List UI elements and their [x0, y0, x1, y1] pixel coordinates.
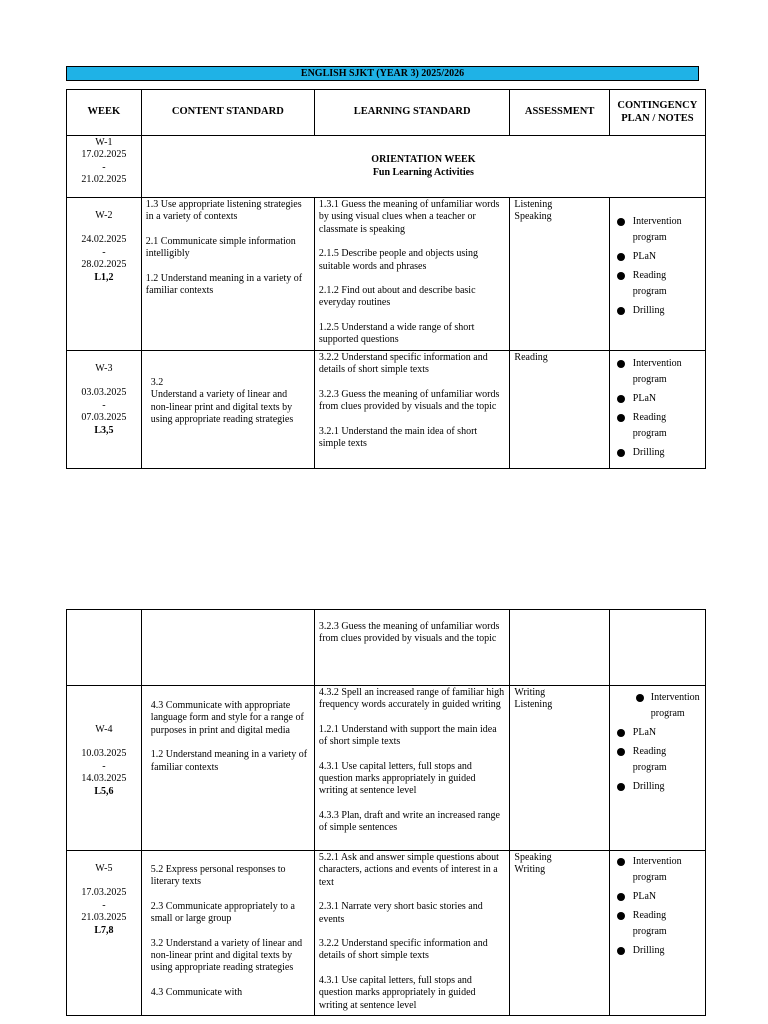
learning-standard: 1.2.1 Understand with support the main idea of short simple texts — [318, 723, 497, 748]
week-cell — [67, 136, 142, 198]
learning-standard: 2.3.1 Narrate very short basic stories and events — [318, 901, 483, 925]
bullet-icon — [617, 893, 625, 901]
bullet-icon — [617, 947, 625, 955]
week-start-date: 10.03.2025 — [81, 748, 127, 760]
content-standard: 2.1 Communicate simple information intelligibly — [145, 235, 296, 260]
lesson-numbers: L3,5 — [94, 424, 114, 436]
contingency-cell — [609, 851, 705, 1016]
week-cell — [67, 851, 142, 1016]
week-end-date: 21.03.2025 — [81, 912, 127, 924]
bullet-icon — [617, 395, 625, 403]
assessment-cell — [510, 851, 609, 1016]
list-item: Reading program — [614, 268, 701, 300]
learning-standard-cell — [314, 686, 510, 851]
list-item: Intervention program — [614, 356, 701, 388]
table-row — [67, 351, 706, 469]
bullet-icon — [617, 360, 625, 368]
list-item: Intervention program — [614, 690, 701, 722]
content-standard: 1.2 Understand meaning in a variety of familiar contexts — [145, 272, 303, 297]
list-item: Drilling — [614, 943, 701, 959]
lesson-numbers: L5,6 — [94, 785, 114, 797]
bullet-icon — [617, 307, 625, 315]
learning-standard: 3.2.2 Understand specific information and details of short simple texts — [318, 938, 488, 962]
week-cell — [67, 198, 142, 351]
week-start-date: 24.02.2025 — [81, 234, 127, 246]
contingency-list — [614, 214, 701, 319]
learning-standard: 2.1.5 Describe people and objects using suitable words and phrases — [318, 248, 479, 272]
content-standard: 1.2 Understand meaning in a variety of familiar contexts — [150, 749, 308, 773]
contingency-list — [614, 854, 701, 959]
bullet-icon — [617, 414, 625, 422]
list-item: PLaN — [614, 249, 701, 265]
contingency-cell — [609, 351, 705, 469]
list-item: PLaN — [614, 725, 701, 741]
week-start-date: 17.03.2025 — [81, 887, 127, 899]
learning-standard: 5.2.1 Ask and answer simple questions about characters, actions and events of interest in a text — [318, 852, 499, 888]
contingency-cell — [609, 686, 705, 851]
content-standard: 3.2 Understand a variety of linear and non-linear print and digital texts by using appropriate reading strategies — [150, 937, 303, 974]
content-standard: 1.3 Use appropriate listening strategies in a variety of contexts — [145, 199, 302, 223]
learning-standard: 4.3.1 Use capital letters, full stops and question marks appropriately in guided writing at sentence level — [318, 760, 476, 797]
bullet-icon — [617, 783, 625, 791]
lesson-numbers: L7,8 — [94, 924, 114, 936]
learning-standard: 3.2.3 Guess the meaning of unfamiliar words from clues provided by visuals and the topic — [318, 388, 500, 413]
week-number: W-4 — [95, 724, 113, 735]
week-end-date: 21.02.2025 — [81, 174, 127, 186]
list-item: PLaN — [614, 391, 701, 407]
week-start-date: 03.03.2025 — [81, 387, 127, 399]
lesson-plan-table-2 — [66, 609, 706, 1016]
lesson-plan-table-1 — [66, 89, 706, 469]
assessment-item: Writing — [514, 864, 546, 876]
assessment-item: Listening — [514, 699, 553, 711]
contingency-list — [614, 690, 701, 795]
header-contingency: CONTINGENCY PLAN / NOTES — [609, 90, 705, 136]
content-standard-cell — [141, 610, 314, 686]
list-item: Reading program — [614, 410, 701, 442]
date-dash: - — [102, 899, 106, 911]
list-item: Drilling — [614, 303, 701, 319]
week-number: W-5 — [95, 863, 113, 874]
header-assessment: ASSESSMENT — [510, 90, 609, 136]
document-title: ENGLISH SJKT (YEAR 3) 2025/2026 — [66, 66, 699, 81]
content-standard: 2.3 Communicate appropriately to a small or large group — [150, 900, 295, 925]
date-dash: - — [102, 760, 106, 772]
table-row — [67, 198, 706, 351]
week-number: W-3 — [95, 363, 113, 374]
assessment-item: Listening — [514, 199, 553, 210]
list-item: Reading program — [614, 744, 701, 776]
contingency-cell — [609, 198, 705, 351]
week-number: W-2 — [95, 210, 113, 221]
learning-standard-cell — [314, 610, 510, 686]
bullet-icon — [617, 272, 625, 280]
learning-standard: 4.3.2 Spell an increased range of familiar high frequency words accurately in guided writing — [318, 687, 505, 711]
content-standard-cell — [141, 686, 314, 851]
content-standard-cell — [141, 351, 314, 469]
learning-standard: 2.1.2 Find out about and describe basic everyday routines — [318, 285, 476, 309]
orientation-title: ORIENTATION WEEK — [371, 154, 476, 166]
learning-standard: 4.3.3 Plan, draft and write an increased range of simple sentences — [318, 809, 500, 834]
bullet-icon — [636, 694, 644, 702]
content-standard: 4.3 Communicate with appropriate language form and style for a range of purposes in print and digital media — [150, 700, 304, 736]
table-row — [67, 136, 706, 198]
assessment-item: Speaking — [514, 211, 552, 223]
list-item: PLaN — [614, 889, 701, 905]
assessment-item: Reading — [514, 352, 548, 363]
orientation-activity: Fun Learning Activities — [372, 166, 474, 178]
week-cell — [67, 351, 142, 469]
bullet-icon — [617, 218, 625, 226]
header-week: WEEK — [67, 90, 142, 136]
week-number: W-1 — [95, 137, 113, 148]
learning-standard: 3.2.2 Understand specific information and details of short simple texts — [318, 352, 488, 376]
content-standard: 4.3 Communicate with — [150, 986, 243, 998]
header-row — [67, 90, 706, 136]
list-item: Intervention program — [614, 854, 701, 886]
bullet-icon — [617, 449, 625, 457]
learning-standard-cell — [314, 198, 510, 351]
assessment-cell — [510, 610, 609, 686]
bullet-icon — [617, 729, 625, 737]
bullet-icon — [617, 858, 625, 866]
assessment-cell — [510, 198, 609, 351]
content-standard: Understand a variety of linear and non-linear print and digital texts by using appropriate reading strategies — [150, 389, 294, 426]
table-row — [67, 686, 706, 851]
week-end-date: 14.03.2025 — [81, 773, 127, 785]
learning-standard: 3.2.3 Guess the meaning of unfamiliar words from clues provided by visuals and the topic — [318, 621, 500, 645]
contingency-cell — [609, 610, 705, 686]
bullet-icon — [617, 912, 625, 920]
list-item: Reading program — [614, 908, 701, 940]
assessment-cell — [510, 686, 609, 851]
contingency-list — [614, 356, 701, 461]
orientation-cell — [141, 136, 705, 198]
assessment-item: Speaking — [514, 852, 552, 863]
week-cell — [67, 610, 142, 686]
week-end-date: 07.03.2025 — [81, 412, 127, 424]
learning-standard: 1.3.1 Guess the meaning of unfamiliar words by using visual clues when a teacher or classmate is speaking — [318, 199, 500, 235]
learning-standard: 4.3.1 Use capital letters, full stops and question marks appropriately in guided writing at sentence level — [318, 974, 476, 1011]
content-standard-cell — [141, 198, 314, 351]
header-content-standard: CONTENT STANDARD — [141, 90, 314, 136]
lesson-numbers: L1,2 — [94, 271, 114, 283]
bullet-icon — [617, 253, 625, 261]
learning-standard: 3.2.1 Understand the main idea of short simple texts — [318, 425, 478, 450]
content-standard-cell — [141, 851, 314, 1016]
week-end-date: 28.02.2025 — [81, 259, 127, 271]
date-dash: - — [102, 161, 106, 173]
table-row — [67, 610, 706, 686]
assessment-item: Writing — [514, 687, 546, 698]
learning-standard: 1.2.5 Understand a wide range of short supported questions — [318, 321, 475, 346]
content-standard-number: 3.2 — [150, 377, 164, 388]
list-item: Drilling — [614, 779, 701, 795]
week-start-date: 17.02.2025 — [81, 149, 127, 161]
learning-standard-cell — [314, 351, 510, 469]
date-dash: - — [102, 399, 106, 411]
list-item: Drilling — [614, 445, 701, 461]
assessment-cell — [510, 351, 609, 469]
learning-standard-cell — [314, 851, 510, 1016]
content-standard: 5.2 Express personal responses to literary texts — [150, 864, 286, 888]
header-learning-standard: LEARNING STANDARD — [314, 90, 510, 136]
week-cell — [67, 686, 142, 851]
bullet-icon — [617, 748, 625, 756]
date-dash: - — [102, 246, 106, 258]
list-item: Intervention program — [614, 214, 701, 246]
table-row — [67, 851, 706, 1016]
